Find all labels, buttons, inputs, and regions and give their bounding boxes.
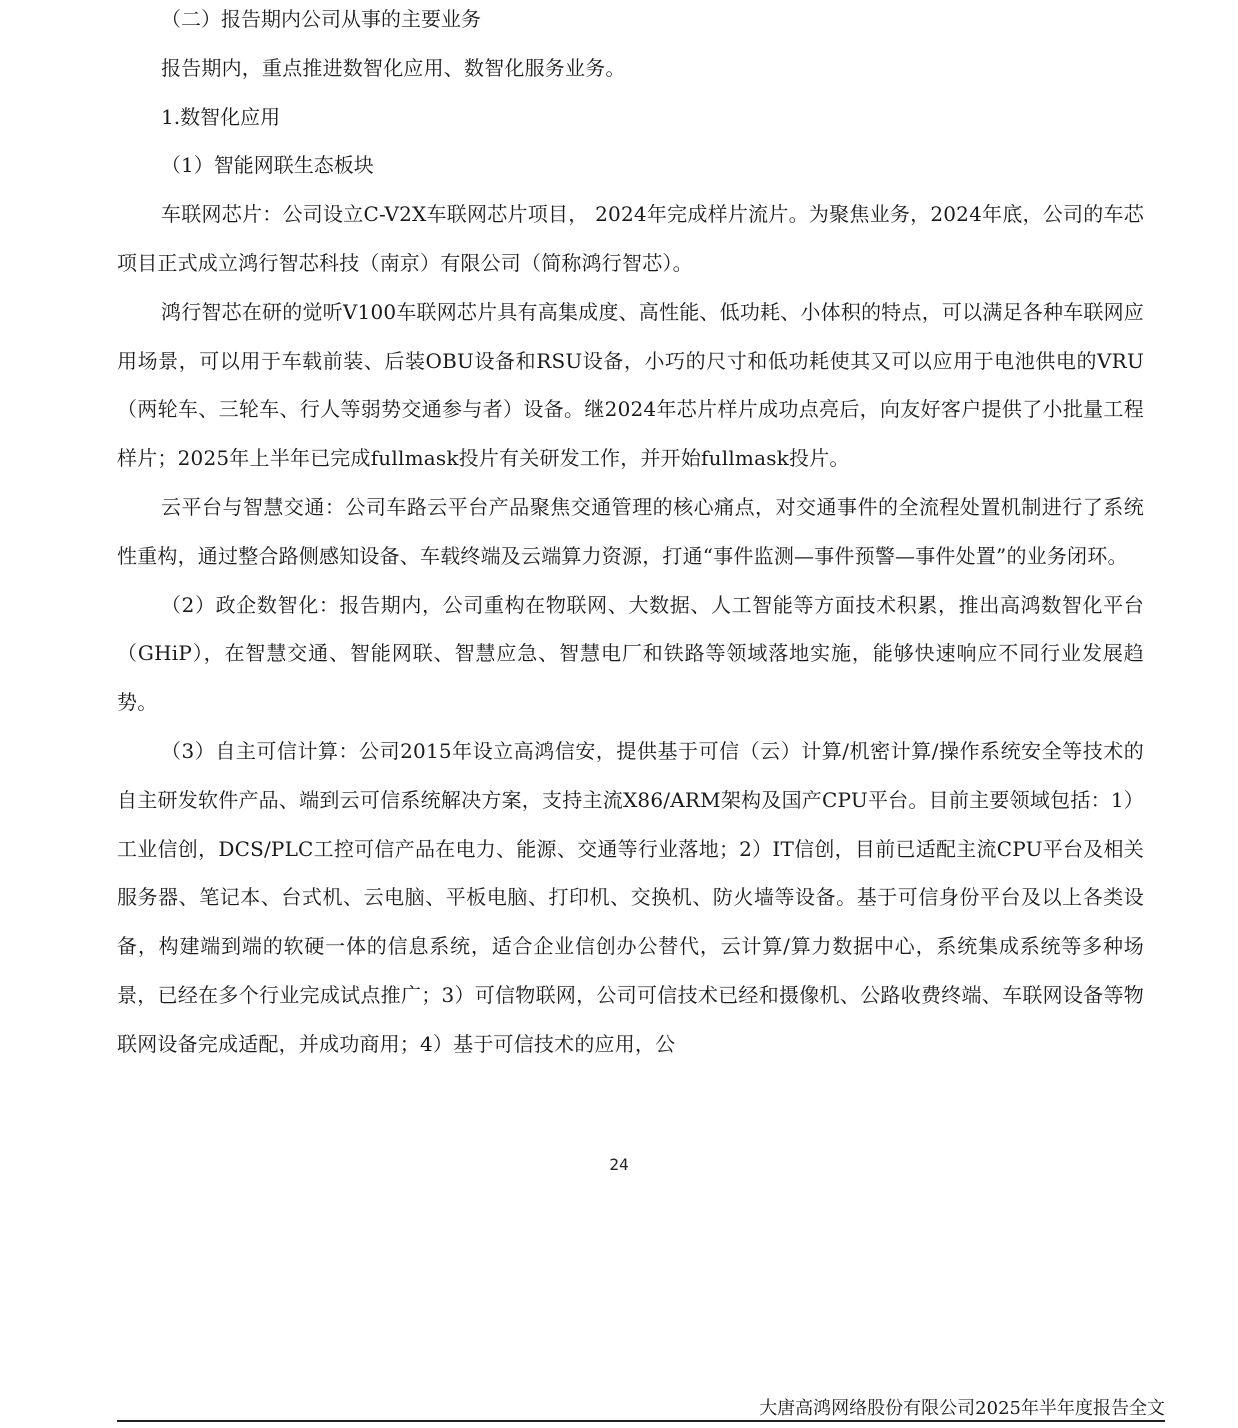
intro-paragraph: 报告期内，重点推进数智化应用、数智化服务业务。 (161, 55, 626, 80)
page-number: 24 (609, 1155, 629, 1174)
paragraph-vehicle-chip: 车联网芯片：公司设立C-V2X车联网芯片项目， 2024年完成样片流片。为聚焦业务，2024年底，公司的车芯项目正式成立鸿行智芯科技（南京）有限公司（简称鸿行智芯）。 (117, 202, 1144, 275)
footer-rule (117, 1420, 1165, 1422)
paragraph-chip-details: 鸿行智芯在研的觉听V100车联网芯片具有高集成度、高性能、低功耗、小体积的特点，可以满足各种车联网应用场景，可以用于车载前装、后装OBU设备和RSU设备，小巧的尺寸和低功耗使其又可以应用于电池供电的VRU（两轮车、三轮车、行人等弱势交通参与者）设备。继2024年芯片样片成功点亮后，向友好客户提供了小批量工程样片；2025年上半年已完成fullmask投片有关研发工作，并开始fullmask投片。 (117, 299, 1144, 471)
footer-title: 大唐高鸿网络股份有限公司2025年半年度报告全文 (759, 1398, 1165, 1419)
paragraph-gov-enterprise: （2）政企数智化：报告期内，公司重构在物联网、大数据、人工智能等方面技术积累，推出高鸿数智化平台（GHiP），在智慧交通、智能网联、智慧应急、智慧电厂和铁路等领域落地实施，能够快速响应不同行业发展趋势。 (117, 592, 1144, 715)
section-heading: （二）报告期内公司从事的主要业务 (161, 7, 481, 31)
paragraph-cloud-platform: 云平台与智慧交通：公司车路云平台产品聚焦交通管理的核心痛点，对交通事件的全流程处置机制进行了系统性重构，通过整合路侧感知设备、车载终端及云端算力资源，打通“事件监测—事件预警—事件处置”的业务闭环。 (117, 494, 1144, 568)
subsection-title: 1.数智化应用 (161, 104, 281, 129)
paragraph-trusted-computing: （3）自主可信计算：公司2015年设立高鸿信安，提供基于可信（云）计算/机密计算/操作系统安全等技术的自主研发软件产品、端到云可信系统解决方案，支持主流X86/ARM架构及国产CPU平台。目前主要领域包括：1）工业信创，DCS/PLC工控可信产品在电力、能源、交通等行业落地；2）IT信创，目前已适配主流CPU平台及相关服务器、笔记本、台式机、云电脑、平板电脑、打印机、交换机、防火墙等设备。基于可信身份平台及以上各类设备，构建端到端的软硬一体的信息系统，适合企业信创办公替代，云计算/算力数据中心，系统集成系统等多种场景，已经在多个行业完成试点推广；3）可信物联网，公司可信技术已经和摄像机、公路收费终端、车联网设备等物联网设备完成适配，并成功商用；4）基于可信技术的应用，公 (117, 738, 1144, 1056)
document-body (117, 0, 1144, 1069)
sub-item-title: （1）智能网联生态板块 (161, 153, 374, 178)
